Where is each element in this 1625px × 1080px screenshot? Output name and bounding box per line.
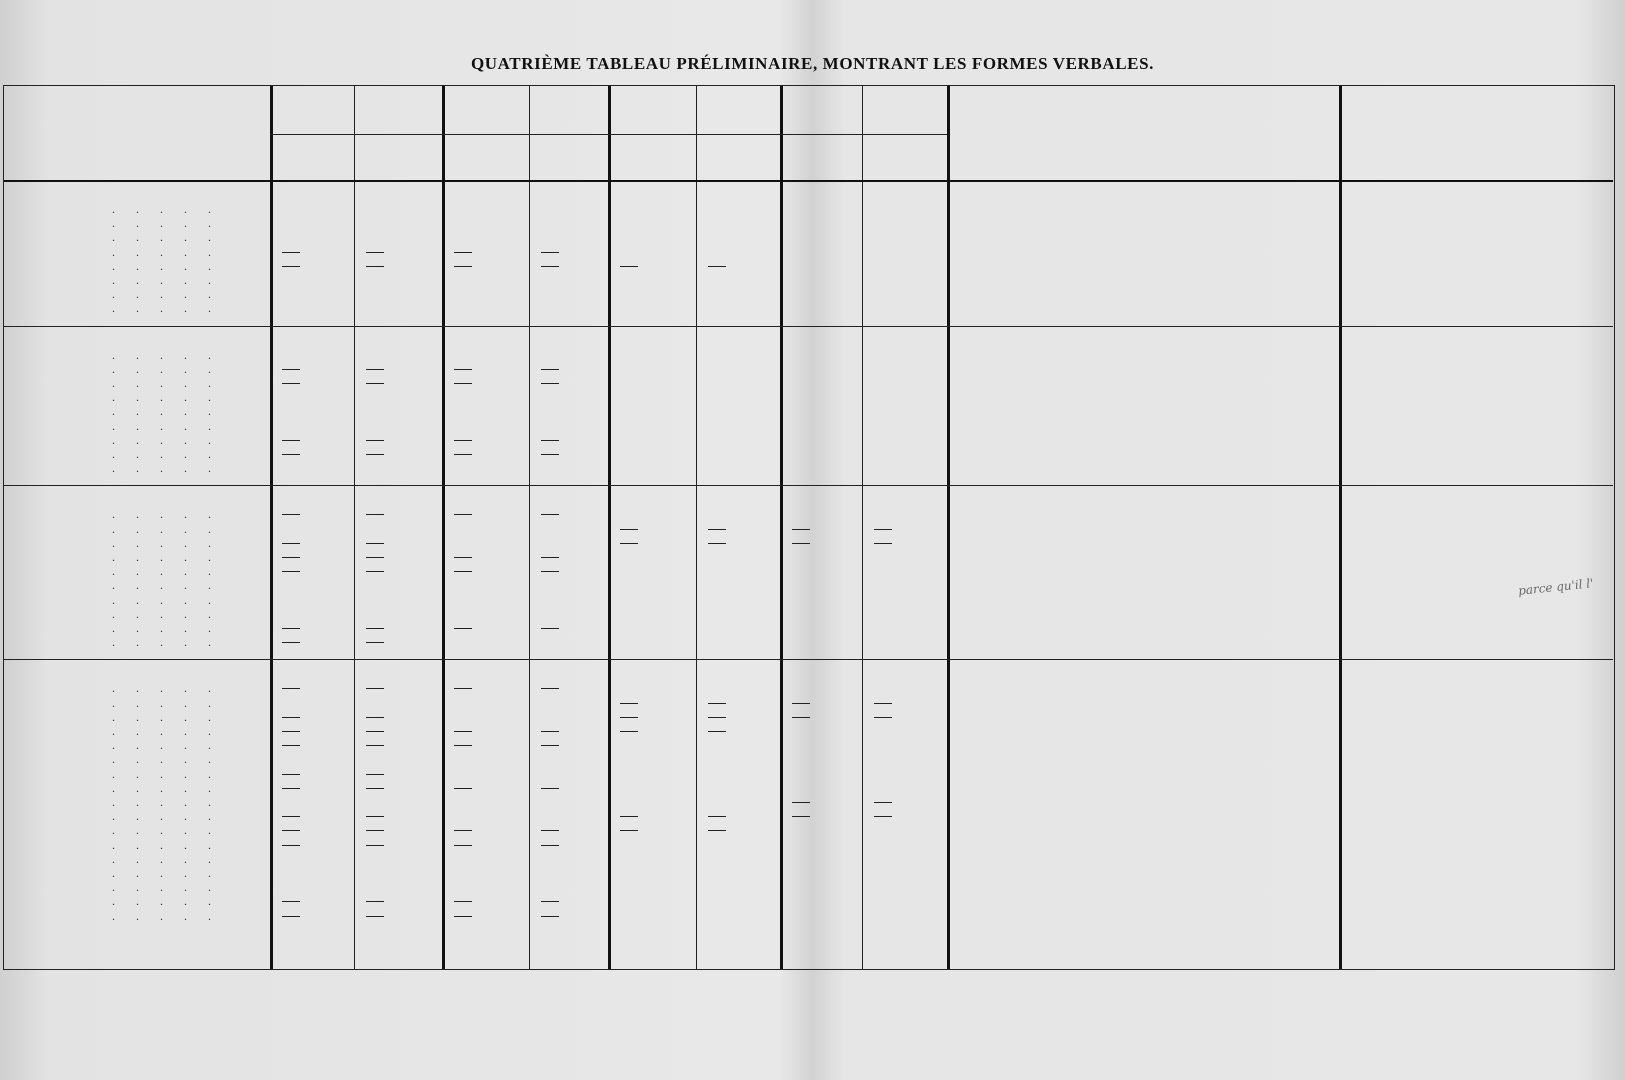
cell-dash	[366, 454, 384, 455]
cell-dash	[708, 816, 726, 817]
cell-dash	[620, 543, 638, 544]
cell-dash	[708, 731, 726, 732]
cell-dash	[366, 642, 384, 643]
cell-dash	[282, 369, 300, 370]
cell-dash	[874, 529, 892, 530]
cell-dash	[282, 628, 300, 629]
leader-dots: . . . . .	[112, 866, 211, 880]
cell-dash	[282, 543, 300, 544]
cell-dash	[366, 916, 384, 917]
leader-dots: . . . . .	[112, 287, 211, 302]
leader-dots: . . . . .	[112, 635, 211, 650]
cell-dash	[541, 383, 559, 384]
cell-dash	[366, 901, 384, 902]
leader-dots: . . . . .	[112, 301, 211, 316]
leader-dots: . . . . .	[112, 766, 211, 781]
section-rule	[4, 485, 1613, 486]
cell-dash	[792, 529, 810, 530]
cell-dash	[282, 383, 300, 384]
cell-dash	[454, 731, 472, 732]
cell-dash	[454, 369, 472, 370]
cell-dash	[541, 916, 559, 917]
cell-dash	[454, 571, 472, 572]
leader-dots: . . . . .	[112, 361, 211, 376]
leader-dots: . . . . .	[112, 347, 211, 362]
cell-dash	[874, 816, 892, 817]
cell-dash	[708, 830, 726, 831]
cell-dash	[454, 901, 472, 902]
cell-dash	[366, 628, 384, 629]
cell-dash	[541, 454, 559, 455]
leader-dots: . . . . .	[112, 447, 211, 461]
column-rule	[354, 86, 355, 969]
cell-dash	[541, 731, 559, 732]
leader-dots: . . . . .	[112, 258, 211, 273]
column-rule	[1339, 86, 1342, 969]
cell-dash	[541, 688, 559, 689]
cell-dash	[454, 454, 472, 455]
dialect-header-rule	[270, 134, 947, 135]
page-title: QUATRIÈME TABLEAU PRÉLIMINAIRE, MONTRANT LES FORMES VERBALES.	[470, 54, 1155, 73]
leader-dots: . . . . .	[112, 851, 211, 866]
cell-dash	[282, 717, 300, 718]
cell-dash	[366, 816, 384, 817]
leader-dots: . . . . .	[112, 837, 211, 852]
cell-dash	[541, 514, 559, 515]
leader-dots: . . . . .	[112, 809, 211, 824]
cell-dash	[620, 266, 638, 267]
leader-dots: . . . . .	[112, 908, 211, 923]
cell-dash	[366, 745, 384, 746]
cell-dash	[541, 266, 559, 267]
leader-dots: . . . . .	[112, 780, 211, 795]
cell-dash	[541, 571, 559, 572]
cell-dash	[541, 369, 559, 370]
cell-dash	[454, 830, 472, 831]
handwritten-marginal-note: parce qu'il l'	[1517, 576, 1595, 598]
cell-dash	[541, 745, 559, 746]
cell-dash	[541, 440, 559, 441]
cell-dash	[282, 688, 300, 689]
leader-dots: . . . . .	[112, 404, 211, 419]
cell-dash	[708, 266, 726, 267]
leader-dots: . . . . .	[112, 738, 211, 753]
cell-dash	[454, 557, 472, 558]
cell-dash	[454, 383, 472, 384]
leader-dots: . . . . .	[112, 461, 211, 476]
cell-dash	[282, 731, 300, 732]
cell-dash	[541, 830, 559, 831]
leader-dots: . . . . .	[112, 880, 211, 895]
cell-dash	[708, 703, 726, 704]
cell-dash	[366, 571, 384, 572]
leader-dots: . . . . .	[112, 418, 211, 433]
leader-dots: . . . . .	[112, 376, 211, 390]
cell-dash	[541, 557, 559, 558]
cell-dash	[541, 252, 559, 253]
leader-dots: . . . . .	[112, 550, 211, 564]
cell-dash	[282, 816, 300, 817]
cell-dash	[541, 628, 559, 629]
column-rule	[442, 86, 445, 969]
cell-dash	[541, 845, 559, 846]
leader-dots: . . . . .	[112, 535, 211, 550]
cell-dash	[366, 557, 384, 558]
cell-dash	[454, 252, 472, 253]
cell-dash	[454, 845, 472, 846]
cell-dash	[874, 543, 892, 544]
cell-dash	[366, 688, 384, 689]
cell-dash	[620, 816, 638, 817]
leader-dots: . . . . .	[112, 621, 211, 635]
cell-dash	[282, 745, 300, 746]
cell-dash	[366, 830, 384, 831]
cell-dash	[708, 717, 726, 718]
column-rule	[608, 86, 611, 969]
cell-dash	[366, 252, 384, 253]
cell-dash	[366, 266, 384, 267]
cell-dash	[454, 788, 472, 789]
cell-dash	[620, 717, 638, 718]
leader-dots: . . . . .	[112, 390, 211, 405]
cell-dash	[454, 628, 472, 629]
leader-dots: . . . . .	[112, 795, 211, 809]
cell-dash	[708, 529, 726, 530]
cell-dash	[792, 802, 810, 803]
cell-dash	[792, 703, 810, 704]
cell-dash	[366, 731, 384, 732]
column-rule	[529, 86, 530, 969]
leader-dots: . . . . .	[112, 273, 211, 287]
column-rule	[780, 86, 783, 969]
column-rule	[947, 86, 950, 969]
cell-dash	[454, 266, 472, 267]
cell-dash	[620, 830, 638, 831]
cell-dash	[454, 514, 472, 515]
leader-dots: . . . . .	[112, 592, 211, 607]
cell-dash	[708, 543, 726, 544]
cell-dash	[282, 774, 300, 775]
cell-dash	[282, 830, 300, 831]
cell-dash	[282, 916, 300, 917]
leader-dots: . . . . .	[112, 894, 211, 909]
cell-dash	[366, 845, 384, 846]
leader-dots: . . . . .	[112, 695, 211, 710]
cell-dash	[454, 688, 472, 689]
column-rule	[862, 86, 863, 969]
cell-dash	[792, 816, 810, 817]
leader-dots: . . . . .	[112, 724, 211, 738]
cell-dash	[454, 440, 472, 441]
column-rule	[270, 86, 273, 969]
cell-dash	[366, 788, 384, 789]
cell-dash	[620, 703, 638, 704]
section-rule	[4, 659, 1613, 660]
cell-dash	[366, 774, 384, 775]
leader-dots: . . . . .	[112, 432, 211, 447]
cell-dash	[282, 642, 300, 643]
cell-dash	[282, 788, 300, 789]
leader-dots: . . . . .	[112, 216, 211, 231]
verb-forms-table	[3, 85, 1615, 970]
cell-dash	[282, 901, 300, 902]
section-rule	[4, 326, 1613, 327]
leader-dots: . . . . .	[112, 578, 211, 593]
column-rule	[696, 86, 697, 969]
cell-dash	[366, 543, 384, 544]
leader-dots: . . . . .	[112, 752, 211, 767]
cell-dash	[792, 717, 810, 718]
cell-dash	[541, 788, 559, 789]
cell-dash	[874, 703, 892, 704]
cell-dash	[366, 383, 384, 384]
cell-dash	[366, 514, 384, 515]
cell-dash	[282, 440, 300, 441]
cell-dash	[620, 731, 638, 732]
leader-dots: . . . . .	[112, 564, 211, 579]
cell-dash	[366, 440, 384, 441]
cell-dash	[366, 717, 384, 718]
leader-dots: . . . . .	[112, 244, 211, 259]
cell-dash	[874, 802, 892, 803]
cell-dash	[282, 845, 300, 846]
leader-dots: . . . . .	[112, 681, 211, 696]
cell-dash	[282, 571, 300, 572]
leader-dots: . . . . .	[112, 709, 211, 724]
leader-dots: . . . . .	[112, 230, 211, 245]
leader-dots: . . . . .	[112, 507, 211, 522]
header-bottom-rule	[4, 180, 1613, 182]
cell-dash	[454, 745, 472, 746]
cell-dash	[792, 543, 810, 544]
leader-dots: . . . . .	[112, 202, 211, 216]
cell-dash	[874, 717, 892, 718]
cell-dash	[282, 454, 300, 455]
cell-dash	[282, 557, 300, 558]
leader-dots: . . . . .	[112, 606, 211, 621]
cell-dash	[454, 916, 472, 917]
cell-dash	[282, 252, 300, 253]
cell-dash	[282, 266, 300, 267]
cell-dash	[620, 529, 638, 530]
leader-dots: . . . . .	[112, 521, 211, 536]
cell-dash	[282, 514, 300, 515]
leader-dots: . . . . .	[112, 823, 211, 838]
cell-dash	[541, 901, 559, 902]
cell-dash	[366, 369, 384, 370]
